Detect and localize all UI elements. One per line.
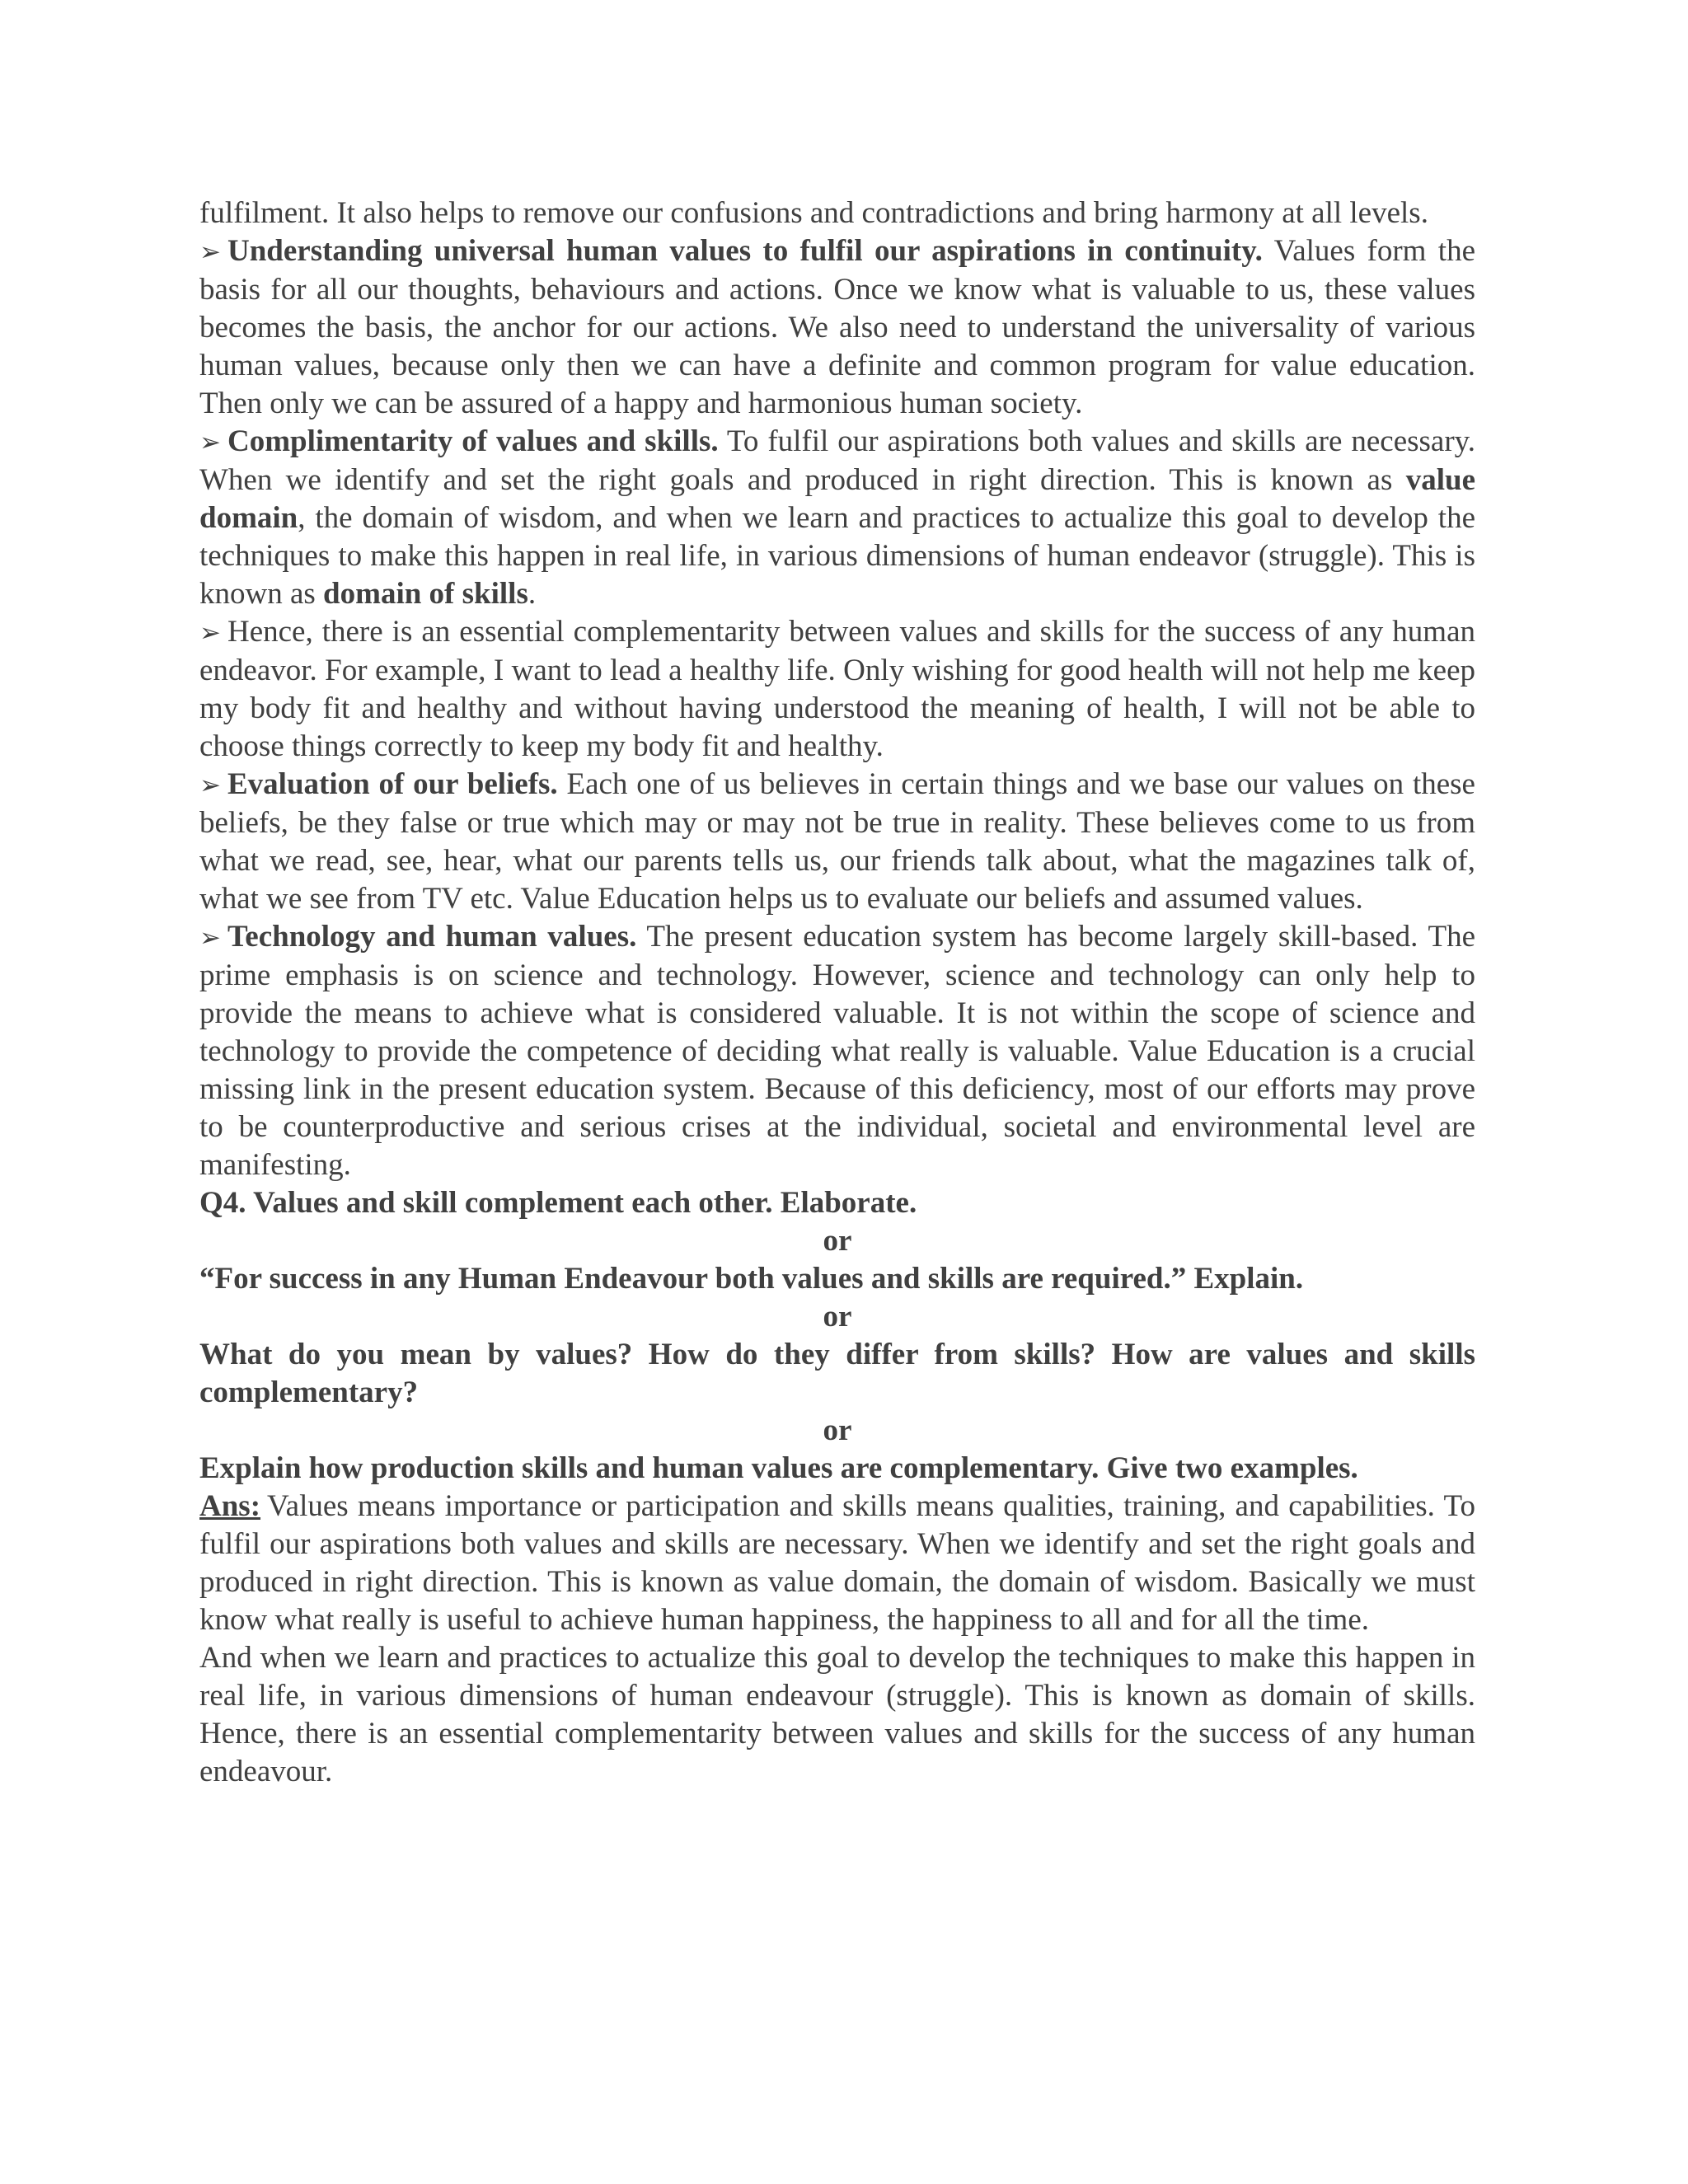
bullet-paragraph <box>199 766 1475 918</box>
bold-phrase: value domain <box>199 463 1475 535</box>
bullet-text: Hence, there is an essential complementarity between values and skills for the success of any human endeavor. For example, I want to lead a healthy life. Only wishing for good health will not help me keep my body fit and healthy and without having understood the meaning of health, I will not be able to choose things correctly to keep my body fit and healthy. <box>199 615 1475 763</box>
bullet-paragraph <box>199 232 1475 423</box>
bold-phrase: Evaluation of our beliefs. <box>227 767 558 801</box>
arrow-bullet-icon: ➢ <box>199 771 221 800</box>
or-separator: or <box>823 1224 852 1258</box>
bullet-paragraph <box>199 918 1475 1184</box>
bold-phrase: Technology and human values. <box>227 920 637 954</box>
question-q4: Q4. Values and skill complement each other. Elaborate. <box>199 1186 917 1220</box>
bullet-text: . <box>528 577 537 611</box>
arrow-bullet-icon: ➢ <box>199 618 221 648</box>
bullet-paragraph <box>199 613 1475 766</box>
question-alt-3: Explain how production skills and human values are complementary. Give two examples. <box>199 1451 1358 1485</box>
question-alt-1: “For success in any Human Endeavour both values and skills are required.” Explain. <box>199 1262 1304 1296</box>
bold-phrase: Understanding universal human values to fulfil our aspirations in continuity. <box>227 234 1263 268</box>
arrow-bullet-icon: ➢ <box>199 237 221 267</box>
arrow-bullet-icon: ➢ <box>199 923 221 953</box>
question-alt-2: What do you mean by values? How do they differ from skills? How are values and skills complementary? <box>199 1338 1475 1409</box>
or-separator: or <box>823 1413 852 1447</box>
arrow-bullet-icon: ➢ <box>199 428 221 457</box>
bold-phrase: Complimentarity of values and skills. <box>227 424 719 458</box>
bullet-text: Each one of us believes in certain things and we base our values on these beliefs, be they false or true which may or may not be true in reality. These believes come to us from what we read, see, hear, what our parents tells us, our friends talk about, what the magazines talk of, what we see from TV etc. Value Education helps us to evaluate our beliefs and assumed values. <box>199 767 1475 916</box>
answer-text-1: Values means importance or participation and skills means qualities, training, and capabilities. To fulfil our aspirations both values and skills are necessary. When we identify and set the right goals and produced in right direction. This is known as value domain, the domain of wisdom. Basically we must know what really is useful to achieve human happiness, the happiness to all and for all the time. <box>199 1489 1475 1637</box>
document-body <box>199 194 1475 1791</box>
bullet-text: The present education system has become largely skill-based. The prime emphasis is on science and technology. However, science and technology can only help to provide the means to achieve what is considered valuable. It is not within the scope of science and technology to provide the competence of deciding what really is valuable. Value Education is a crucial missing link in the present education system. Because of this deficiency, most of our efforts may prove to be counterproductive and serious crises at the individual, societal and environmental level are manifesting. <box>199 920 1476 1182</box>
bullet-text: , the domain of wisdom, and when we learn and practices to actualize this goal to develop the techniques to make this happen in real life, in various dimensions of human endeavor (struggle). This is known as <box>199 501 1475 611</box>
intro-paragraph: fulfilment. It also helps to remove our confusions and contradictions and bring harmony at all levels. <box>199 196 1428 230</box>
answer-paragraph-1 <box>199 1488 1475 1639</box>
bullet-text: Values form the basis for all our thoughts, behaviours and actions. Once we know what is valuable to us, these values becomes the basis, the anchor for our actions. We also need to understand the universality of various human values, because only then we can have a definite and common program for value education. Then only we can be assured of a happy and harmonious human society. <box>199 234 1475 420</box>
or-separator: or <box>823 1300 852 1333</box>
bullet-text: To fulfil our aspirations both values and skills are necessary. When we identify and set the right goals and produced in right direction. This is known as <box>199 424 1475 497</box>
bullet-list <box>199 232 1475 1184</box>
bold-phrase: domain of skills <box>323 577 528 611</box>
answer-paragraph-2: And when we learn and practices to actualize this goal to develop the techniques to make this happen in real life, in various dimensions of human endeavour (struggle). This is known as domain of skills. Hence, there is an essential complementarity between values and skills for the success of any human endeavour. <box>199 1641 1475 1788</box>
answer-label: Ans: <box>199 1489 261 1523</box>
bullet-paragraph <box>199 423 1475 613</box>
